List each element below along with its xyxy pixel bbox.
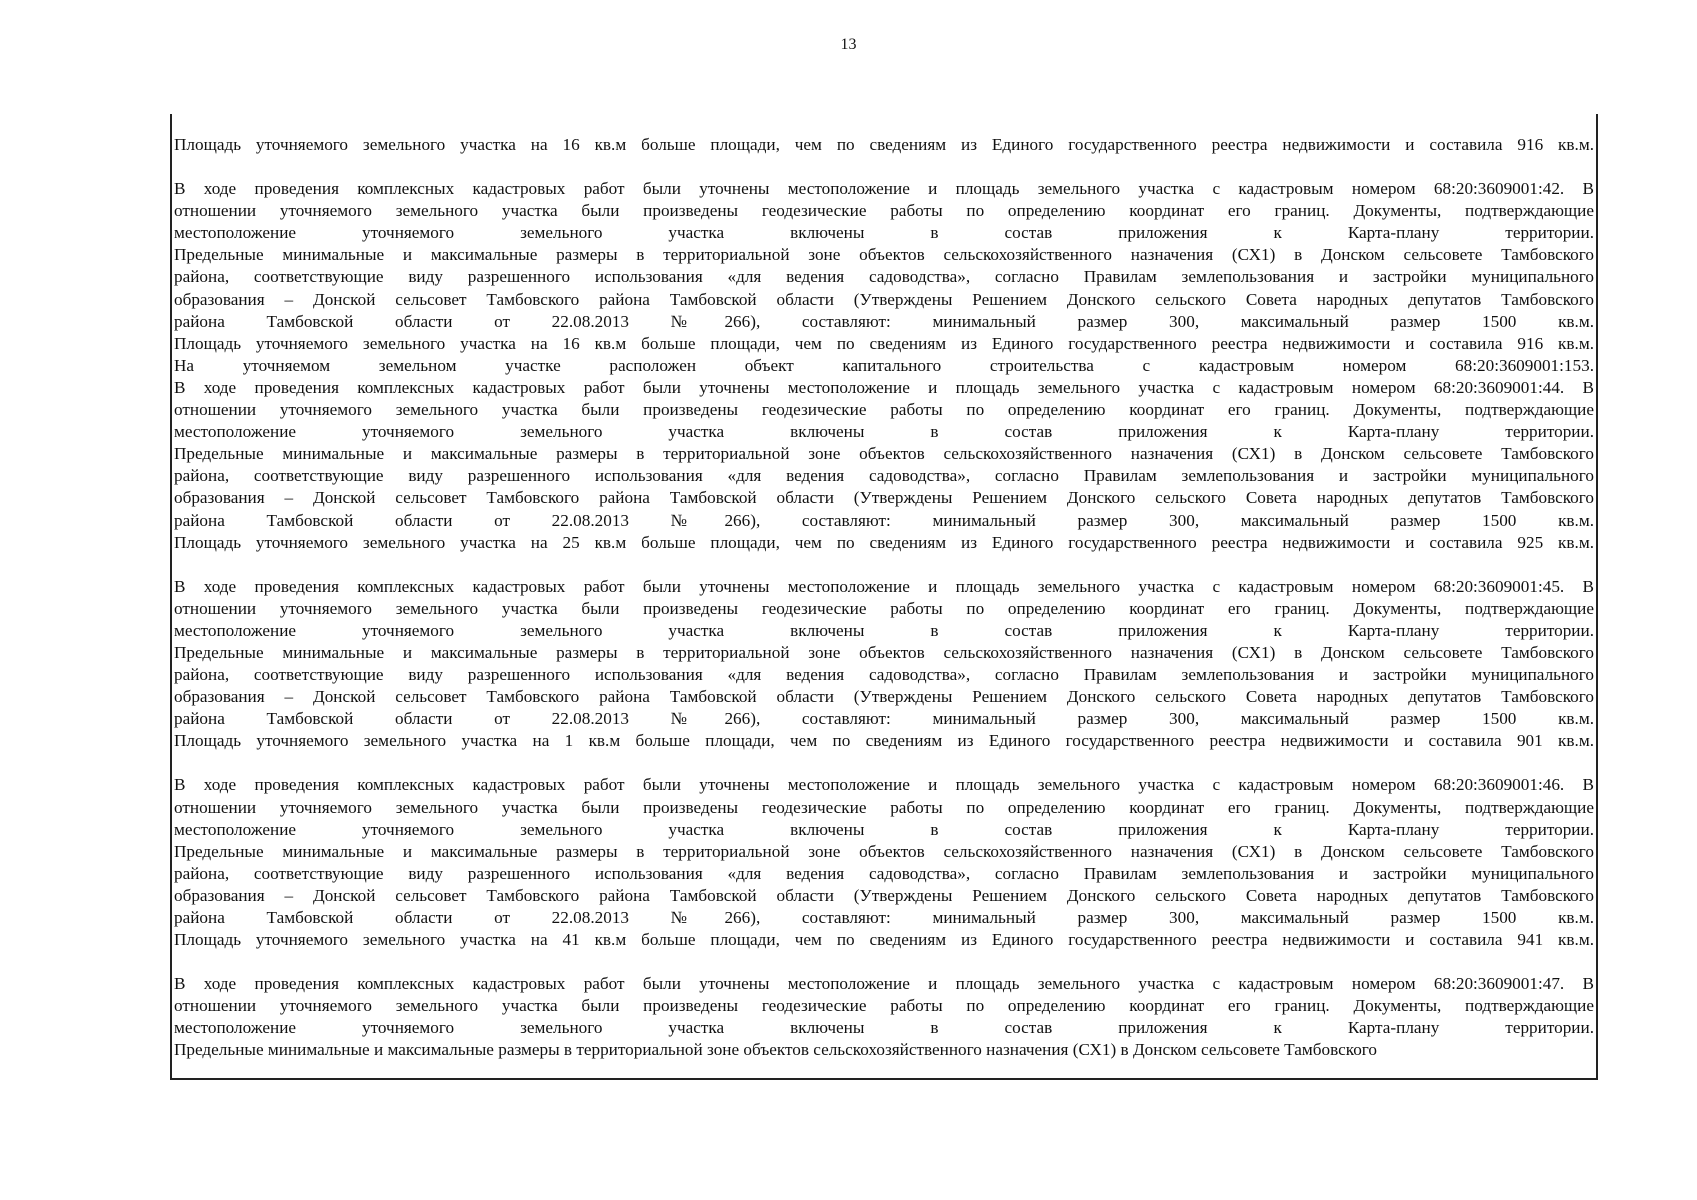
text-line: В ходе проведения комплексных кадастровых работ были уточнены местоположение и площадь земельного участка с кадастровым номером 68:20:3609001:42. В (174, 179, 1594, 199)
paragraph (174, 178, 1594, 554)
text-line: образования – Донской сельсовет Тамбовского района Тамбовской области (Утверждены Решением Донского сельского Совета народных депутатов Тамбовского (174, 488, 1594, 508)
text-line: отношении уточняемого земельного участка были произведены геодезические работы по определению координат его границ. Документы, подтверждающие (174, 598, 1594, 618)
page-number: 13 (840, 36, 857, 53)
text-line: местоположение уточняемого земельного участка включены в состав приложения к Карта-плану территории. (174, 819, 1594, 839)
text-line: отношении уточняемого земельного участка были произведены геодезические работы по определению координат его границ. Документы, подтверждающие (174, 996, 1594, 1016)
text-line: образования – Донской сельсовет Тамбовского района Тамбовской области (Утверждены Решением Донского сельского Совета народных депутатов Тамбовского (174, 289, 1594, 309)
text-line: На уточняемом земельном участке расположен объект капитального строительства с кадастровым номером 68:20:3609001:153. (174, 355, 1594, 375)
text-line: отношении уточняемого земельного участка были произведены геодезические работы по определению координат его границ. Документы, подтверждающие (174, 201, 1594, 221)
text-line: района Тамбовской области от 22.08.2013 №266), составляют: минимальный размер 300, максимальный размер 1500 кв.м. (174, 908, 1594, 927)
text-line: В ходе проведения комплексных кадастровых работ были уточнены местоположение и площадь земельного участка с кадастровым номером 68:20:3609001:46. В (174, 775, 1594, 795)
text-line: Площадь уточняемого земельного участка на 16 кв.м больше площади, чем по сведениям из Единого государственного реестра недвижимости и составила 916 кв.м. (174, 333, 1594, 353)
text-line: района, соответствующие виду разрешенного использования «для ведения садоводства», согласно Правилам землепользования и застройки муниципального (174, 267, 1594, 287)
paragraph (174, 576, 1594, 753)
text-line: Предельные минимальные и максимальные размеры в территориальной зоне объектов сельскохозяйственного назначения (СХ1) в Донском сельсовете Тамбовского (174, 245, 1594, 265)
text-line: района, соответствующие виду разрешенного использования «для ведения садоводства», согласно Правилам землепользования и застройки муниципального (174, 466, 1594, 486)
text-line: Предельные минимальные и максимальные размеры в территориальной зоне объектов сельскохозяйственного назначения (СХ1) в Донском сельсовете Тамбовского (174, 841, 1594, 861)
text-line: района Тамбовской области от 22.08.2013 №266), составляют: минимальный размер 300, максимальный размер 1500 кв.м. (174, 311, 1594, 331)
text-line: образования – Донской сельсовет Тамбовского района Тамбовской области (Утверждены Решением Донского сельского Совета народных депутатов Тамбовского (174, 687, 1594, 707)
text-line: образования – Донской сельсовет Тамбовского района Тамбовской области (Утверждены Решением Донского сельского Совета народных депутатов Тамбовского (174, 885, 1594, 905)
document-body (174, 134, 1594, 1084)
text-line: В ходе проведения комплексных кадастровых работ были уточнены местоположение и площадь земельного участка с кадастровым номером 68:20:3609001:47. В (174, 974, 1594, 994)
text-line: района Тамбовской области от 22.08.2013 №266), составляют: минимальный размер 300, максимальный размер 1500 кв.м. (174, 709, 1594, 729)
text-line: местоположение уточняемого земельного участка включены в состав приложения к Карта-плану территории. (174, 422, 1594, 442)
text-line: отношении уточняемого земельного участка были произведены геодезические работы по определению координат его границ. Документы, подтверждающие (174, 797, 1594, 817)
text-line: Предельные минимальные и максимальные размеры в территориальной зоне объектов сельскохозяйственного назначения (СХ1) в Донском сельсовете Тамбовского (174, 444, 1594, 464)
paragraph (174, 973, 1594, 1061)
text-line: В ходе проведения комплексных кадастровых работ были уточнены местоположение и площадь земельного участка с кадастровым номером 68:20:3609001:45. В (174, 576, 1594, 596)
text-line: местоположение уточняемого земельного участка включены в состав приложения к Карта-плану территории. (174, 223, 1594, 243)
paragraph (174, 774, 1594, 951)
text-line: района, соответствующие виду разрешенного использования «для ведения садоводства», согласно Правилам землепользования и застройки муниципального (174, 863, 1594, 883)
text-line: отношении уточняемого земельного участка были произведены геодезические работы по определению координат его границ. Документы, подтверждающие (174, 400, 1594, 420)
text-line: Площадь уточняемого земельного участка на 1 кв.м больше площади, чем по сведениям из Единого государственного реестра недвижимости и составила 901 кв.м. (174, 731, 1594, 751)
text-line: района, соответствующие виду разрешенного использования «для ведения садоводства», согласно Правилам землепользования и застройки муниципального (174, 665, 1594, 685)
text-line: Предельные минимальные и максимальные размеры в территориальной зоне объектов сельскохозяйственного назначения (СХ1) в Донском сельсовете Тамбовского (174, 642, 1594, 662)
text-line: Площадь уточняемого земельного участка на 25 кв.м больше площади, чем по сведениям из Единого государственного реестра недвижимости и составила 925 кв.м. (174, 532, 1594, 552)
text-line: Предельные минимальные и максимальные размеры в территориальной зоне объектов сельскохозяйственного назначения (СХ1) в Донском сельсовете Тамбовского (174, 1040, 1378, 1060)
text-line: В ходе проведения комплексных кадастровых работ были уточнены местоположение и площадь земельного участка с кадастровым номером 68:20:3609001:44. В (174, 377, 1594, 397)
text-line: местоположение уточняемого земельного участка включены в состав приложения к Карта-плану территории. (174, 1018, 1594, 1038)
text-line: Площадь уточняемого земельного участка на 16 кв.м больше площади, чем по сведениям из Единого государственного реестра недвижимости и составила 916 кв.м. (174, 135, 1594, 154)
paragraph (174, 134, 1594, 156)
text-line: Площадь уточняемого земельного участка на 41 кв.м больше площади, чем по сведениям из Единого государственного реестра недвижимости и составила 941 кв.м. (174, 930, 1594, 950)
text-line: местоположение уточняемого земельного участка включены в состав приложения к Карта-плану территории. (174, 620, 1594, 640)
text-line: района Тамбовской области от 22.08.2013 №266), составляют: минимальный размер 300, максимальный размер 1500 кв.м. (174, 510, 1594, 530)
